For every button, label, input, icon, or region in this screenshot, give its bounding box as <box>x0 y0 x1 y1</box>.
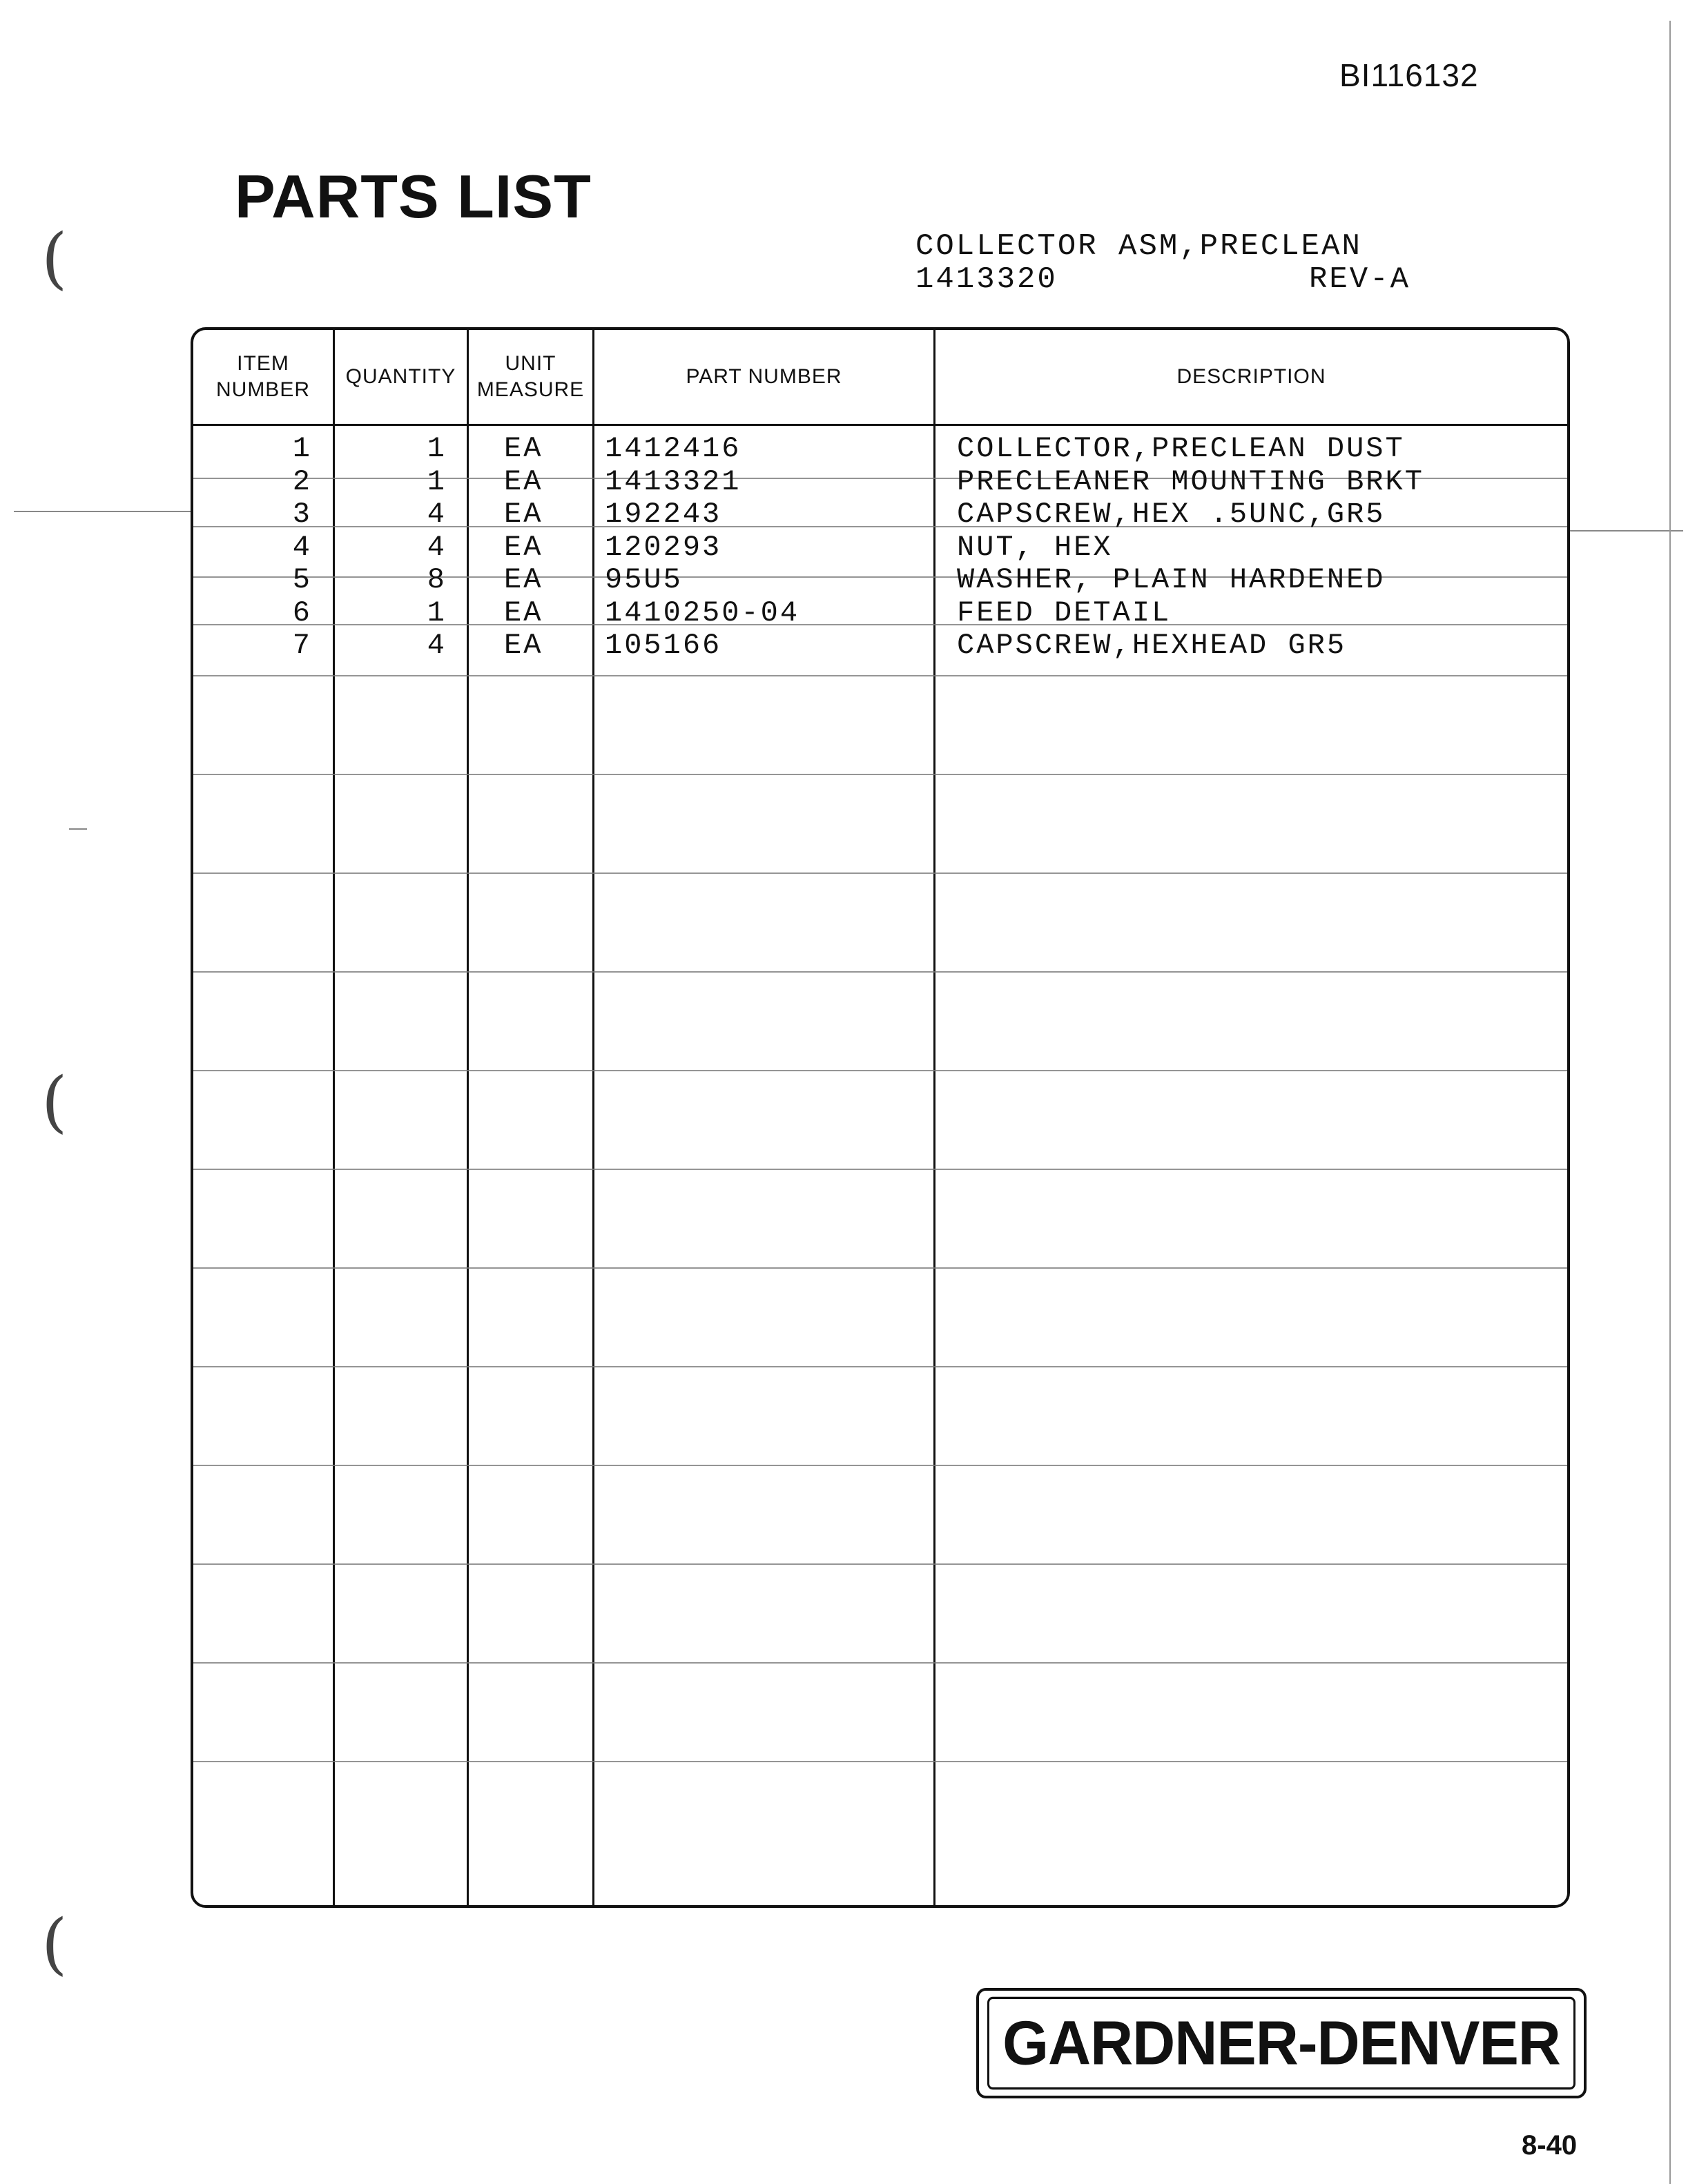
part-number-cell: 105166 <box>605 629 722 662</box>
quantity-cell: 4 <box>427 530 447 564</box>
unit-measure-cell: EA <box>504 432 543 465</box>
column-header-part-number: PART NUMBER <box>686 365 842 388</box>
ruled-line <box>193 1169 1567 1170</box>
ruled-line <box>193 1465 1567 1466</box>
item-number-cell: 1 <box>292 432 312 465</box>
ruled-line <box>193 1070 1567 1071</box>
column-header-description: DESCRIPTION <box>1176 365 1326 388</box>
punch-hole-mark: ( <box>41 1905 68 1982</box>
item-number-cell: 7 <box>292 629 312 662</box>
item-number-cell: 3 <box>292 498 312 531</box>
part-number-cell: 192243 <box>605 498 722 531</box>
ruled-line <box>193 1761 1567 1762</box>
page-number: 8-40 <box>1522 2130 1578 2161</box>
description-cell: CAPSCREW,HEX .5UNC,GR5 <box>957 498 1386 531</box>
quantity-cell: 1 <box>427 596 447 630</box>
column-divider <box>592 330 594 1905</box>
stray-line <box>14 511 193 512</box>
part-number-cell: 120293 <box>605 530 722 564</box>
stray-line <box>1567 530 1683 532</box>
quantity-cell: 4 <box>427 498 447 531</box>
description-cell: COLLECTOR,PRECLEAN DUST <box>957 432 1405 465</box>
ruled-line <box>193 1267 1567 1269</box>
parts-table <box>191 327 1570 1908</box>
header-divider <box>193 424 1567 426</box>
item-number-cell: 4 <box>292 530 312 564</box>
ruled-line <box>193 1563 1567 1565</box>
quantity-cell: 1 <box>427 465 447 498</box>
quantity-cell: 1 <box>427 432 447 465</box>
ruled-line <box>193 1366 1567 1367</box>
description-cell: FEED DETAIL <box>957 596 1172 630</box>
unit-measure-cell: EA <box>504 563 543 596</box>
quantity-cell: 4 <box>427 629 447 662</box>
punch-hole-mark: ( <box>41 220 68 297</box>
page-edge-line <box>1669 21 1671 2184</box>
unit-measure-cell: EA <box>504 629 543 662</box>
unit-measure-cell: EA <box>504 596 543 630</box>
column-divider <box>467 330 469 1905</box>
column-header-unit-measure: UNIT MEASURE <box>476 352 585 401</box>
stray-mark <box>69 828 87 830</box>
description-cell: NUT, HEX <box>957 530 1113 564</box>
description-cell: PRECLEANER MOUNTING BRKT <box>957 465 1424 498</box>
column-divider <box>933 330 935 1905</box>
logo-text: GARDNER-DENVER <box>987 1997 1575 2089</box>
part-number-cell: 1412416 <box>605 432 741 465</box>
punch-hole-mark: ( <box>41 1063 68 1140</box>
part-number-cell: 1413321 <box>605 465 741 498</box>
page-title: PARTS LIST <box>235 162 592 231</box>
ruled-line <box>193 675 1567 676</box>
ruled-line <box>193 872 1567 874</box>
quantity-cell: 8 <box>427 563 447 596</box>
unit-measure-cell: EA <box>504 465 543 498</box>
ruled-line <box>193 774 1567 775</box>
document-id: BI116132 <box>1339 57 1479 93</box>
assembly-name: COLLECTOR ASM,PRECLEAN <box>915 229 1362 264</box>
item-number-cell: 5 <box>292 563 312 596</box>
unit-measure-cell: EA <box>504 498 543 531</box>
item-number-cell: 2 <box>292 465 312 498</box>
column-header-item-number: ITEM NUMBER <box>215 352 310 401</box>
column-header-quantity: QUANTITY <box>345 365 456 388</box>
description-cell: WASHER, PLAIN HARDENED <box>957 563 1386 596</box>
assembly-number: 1413320 <box>915 262 1058 297</box>
part-number-cell: 1410250-04 <box>605 596 800 630</box>
ruled-line <box>193 971 1567 973</box>
part-number-cell: 95U5 <box>605 563 683 596</box>
assembly-revision: REV-A <box>1309 262 1411 297</box>
description-cell: CAPSCREW,HEXHEAD GR5 <box>957 629 1347 662</box>
unit-measure-cell: EA <box>504 530 543 564</box>
ruled-line <box>193 1662 1567 1664</box>
item-number-cell: 6 <box>292 596 312 630</box>
gardner-denver-logo <box>976 1988 1587 2098</box>
